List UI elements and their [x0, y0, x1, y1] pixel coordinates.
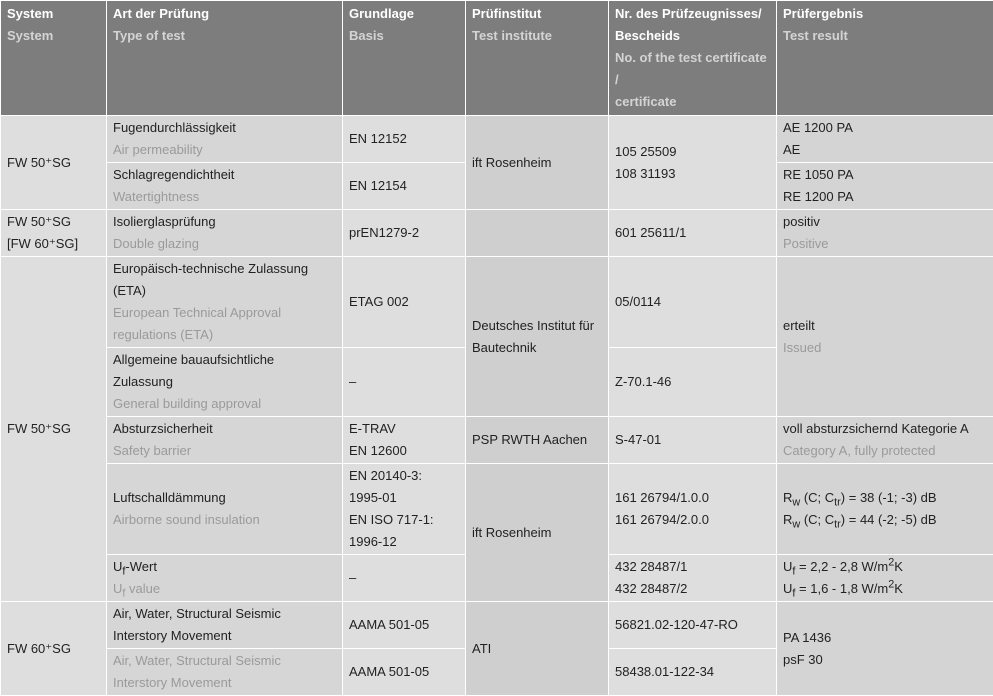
institute-cell: ATI: [466, 602, 609, 696]
basis-cell: AAMA 501-05: [343, 649, 466, 696]
test-type-cell: Isolierglasprüfung Double glazing: [107, 210, 343, 257]
certificate-cell: 105 25509 108 31193: [609, 116, 777, 210]
header-certificate: Nr. des Prüfzeugnisses/ Bescheids No. of the test certificate / certificate: [609, 1, 777, 116]
header-row: [1, 1, 993, 116]
institute-cell: ift Rosenheim: [466, 464, 609, 602]
certificate-cell: 05/0114: [609, 257, 777, 348]
institute-cell: PSP RWTH Aachen: [466, 417, 609, 464]
result-cell: PA 1436 psF 30: [777, 602, 993, 696]
result-cell: $R_w$ (C; $C_{tr}) = 38$ (-1; -3) dB $R_w$ (C; $C_{tr}) = 44$ (-2; -5) dB: [777, 464, 993, 555]
system-cell: FW 50⁺SG: [1, 116, 107, 210]
result-cell: $U_f = 2,2 - 2,8$ $W/m^2K$ $U_f = 1,6 - 1,8$ $W/m^2K$: [777, 555, 993, 602]
system-cell: FW 50⁺SG [FW 60⁺SG]: [1, 210, 107, 257]
test-type-cell: Absturzsicherheit Safety barrier: [107, 417, 343, 464]
certificate-cell: 56821.02-120-47-RO: [609, 602, 777, 649]
header-test-type: Art der Prüfung Type of test: [107, 1, 343, 116]
test-type-cell: Allgemeine bauaufsichtliche Zulassung General building approval: [107, 348, 343, 417]
test-type-cell: Schlagregendichtheit Watertightness: [107, 163, 343, 210]
basis-cell: EN 12154: [343, 163, 466, 210]
result-cell: positiv Positive: [777, 210, 993, 257]
certificate-cell: S-47-01: [609, 417, 777, 464]
basis-cell: E-TRAV EN 12600: [343, 417, 466, 464]
certificate-cell: 601 25611/1: [609, 210, 777, 257]
table-row: [1, 257, 993, 348]
certificate-cell: 58438.01-122-34: [609, 649, 777, 696]
result-cell: erteilt Issued: [777, 257, 993, 417]
institute-cell: [466, 210, 609, 257]
header-basis: Grundlage Basis: [343, 1, 466, 116]
result-cell: AE 1200 PA AE: [777, 116, 993, 163]
certificate-cell: 432 28487/1 432 28487/2: [609, 555, 777, 602]
basis-cell: –: [343, 555, 466, 602]
test-type-cell: Luftschalldämmung Airborne sound insulation: [107, 464, 343, 555]
certificate-cell: 161 26794/1.0.0 161 26794/2.0.0: [609, 464, 777, 555]
result-cell: RE 1050 PA RE 1200 PA: [777, 163, 993, 210]
basis-cell: –: [343, 348, 466, 417]
test-type-cell: Fugendurchlässigkeit Air permeability: [107, 116, 343, 163]
header-system: System System: [1, 1, 107, 116]
basis-cell: ETAG 002: [343, 257, 466, 348]
system-cell: FW 50⁺SG: [1, 257, 107, 602]
institute-cell: ift Rosenheim: [466, 116, 609, 210]
header-result: Prüfergebnis Test result: [777, 1, 993, 116]
table-row: [1, 417, 993, 464]
table-row: [1, 116, 993, 163]
table-row: [1, 602, 993, 649]
system-cell: FW 60⁺SG: [1, 602, 107, 696]
institute-cell: Deutsches Institut für Bautechnik: [466, 257, 609, 417]
test-type-cell: Europäisch-technische Zulassung (ETA) European Technical Approval regulations (ETA): [107, 257, 343, 348]
test-type-cell: Air, Water, Structural Seismic Interstory Movement: [107, 649, 343, 696]
test-type-cell: Air, Water, Structural Seismic Interstory Movement: [107, 602, 343, 649]
table-row: [1, 464, 993, 555]
header-institute: Prüfinstitut Test institute: [466, 1, 609, 116]
certificate-cell: Z-70.1-46: [609, 348, 777, 417]
basis-cell: prEN1279-2: [343, 210, 466, 257]
table-row: [1, 210, 993, 257]
basis-cell: AAMA 501-05: [343, 602, 466, 649]
basis-cell: EN 12152: [343, 116, 466, 163]
result-cell: voll absturzsichernd Kategorie A Category A, fully protected: [777, 417, 993, 464]
test-type-cell: $U_f$-Wert $U_f$ value: [107, 555, 343, 602]
basis-cell: EN 20140-3: 1995-01 EN ISO 717-1: 1996-12: [343, 464, 466, 555]
